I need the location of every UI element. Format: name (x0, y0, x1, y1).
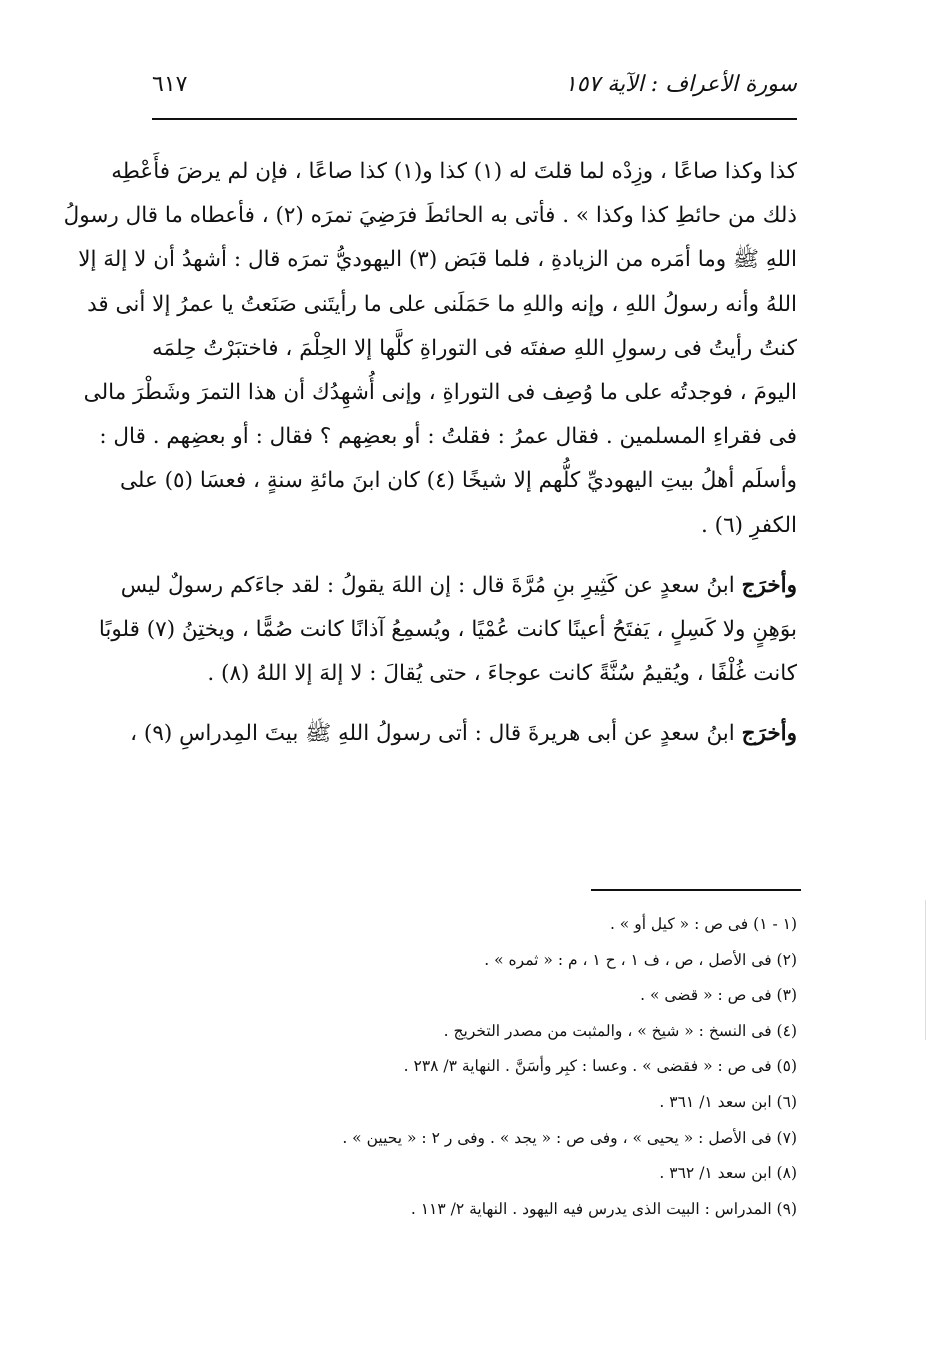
running-title: سورة الأعراف : الآية ١٥٧ (564, 71, 797, 97)
footnote: (٤) فى النسخ : « شيخ » ، والمثبت من مصدر التخريج . (443, 1021, 797, 1040)
text-line: بوَهِنٍ ولا كَسِلٍ ، يَفتَحُ أعينًا كانت عُمْيًا ، ويُسمِعُ آذانًا كانت صُمًّا ، ويختِنُ (٧) قلوبًا (98, 617, 797, 643)
paragraph-lead: وأخرَج (741, 721, 797, 747)
footnote-separator (591, 889, 801, 891)
text-segment: ابنُ سعدٍ عن أبى هريرةَ قال : أتى رسولُ اللهِ ﷺ بيتَ المِدراسِ (٩) ، (130, 721, 742, 747)
text-line: فى فقراءِ المسلمين . فقال عمرُ : فقلتُ : أو بعضِهم ؟ فقال : أو بعضِهم . قال : (99, 424, 797, 450)
page-header (152, 64, 797, 104)
text-line: كانت غُلْفًا ، ويُقيمُ سُنَّةً كانت عوجاءَ ، حتى يُقالَ : لا إلهَ إلا اللهُ (٨) . (207, 661, 797, 687)
text-segment: ابنُ سعدٍ عن كَثِيرِ بنِ مُرَّةَ قال : إن اللهَ يقولُ : لقد جاءَكم رسولٌ ليس (120, 572, 742, 598)
footnote: (١ - ١) فى ص : « كيل أو » . (609, 915, 797, 933)
text-line (130, 712, 797, 756)
text-line: وأسلَم أهلُ بيتِ اليهوديِّ كلُّهم إلا شيخًا (٤) كان ابنَ مائةِ سنةٍ ، فعسَا (٥) على (119, 468, 797, 494)
paragraph-1 (63, 150, 797, 548)
footnote: (٢) فى الأصل ، ص ، ف ١ ، ح ١ ، م : « ثمره » . (484, 950, 797, 969)
paragraph-2 (98, 564, 797, 697)
text-line: الكفرِ (٦) . (701, 512, 797, 538)
text-line: كنتُ رأيتُ فى رسولِ اللهِ صفتَه فى التوراةِ كلَّها إلا الحِلْمَ ، فاختبَرْتُ حِلمَه (152, 335, 797, 361)
text-line: اليومَ ، فوجدتُه على ما وُصِف فى التوراةِ ، وإنى أُشهِدُك أن هذا التمرَ وشَطْرَ مالى (83, 380, 797, 406)
footnotes (152, 907, 797, 1227)
footnote: (٦) ابن سعد ١/ ٣٦١ . (659, 1092, 797, 1111)
footnote: (٧) فى الأصل : « يحيى » ، وفى ص : « يجد » . وفى ر ٢ : « يحيين » . (342, 1128, 797, 1147)
footnote: (٣) فى ص : « قضى » . (640, 986, 797, 1005)
scan-margin-line (925, 900, 926, 1040)
text-line: اللهُ وأنه رسولُ اللهِ ، وإنه واللهِ ما حَمَلَنى على ما رأيتَنى صَنَعتُ يا عمرُ إلا أنى قد (87, 291, 797, 317)
footnote: (٩) المدراس : البيت الذى يدرس فيه اليهود . النهاية ٢/ ١١٣ . (410, 1199, 797, 1218)
text-line: كذا وكذا صاعًا ، وزِدْه لما قلتَ له (١) كذا و(١) كذا صاعًا ، فإن لم يرضَ فأَعْطِه (111, 159, 797, 184)
header-rule (152, 118, 797, 120)
text-line: ذلك من حائطِ كذا وكذا » . فأتى به الحائطَ فرَضِيَ تمرَه (٢) ، فأعطاه ما قال رسولُ (63, 203, 797, 229)
footnote: (٥) فى ص : « فقضى » . وعسا : كبِر وأسَنَّ . النهاية ٣/ ٢٣٨ . (403, 1057, 797, 1076)
main-text (63, 150, 797, 773)
footnote: (٨) ابن سعد ١/ ٣٦٢ . (659, 1164, 797, 1183)
page-number: ٦١٧ (152, 71, 188, 97)
paragraph-lead: وأخرَج (741, 572, 797, 598)
text-line (120, 564, 797, 608)
paragraph-3 (130, 712, 797, 756)
text-line: اللهِ ﷺ وما أمَره من الزيادةِ ، فلما قبَض (٣) اليهوديُّ تمرَه قال : أشهدُ أن لا إلهَ إلا (78, 247, 797, 273)
